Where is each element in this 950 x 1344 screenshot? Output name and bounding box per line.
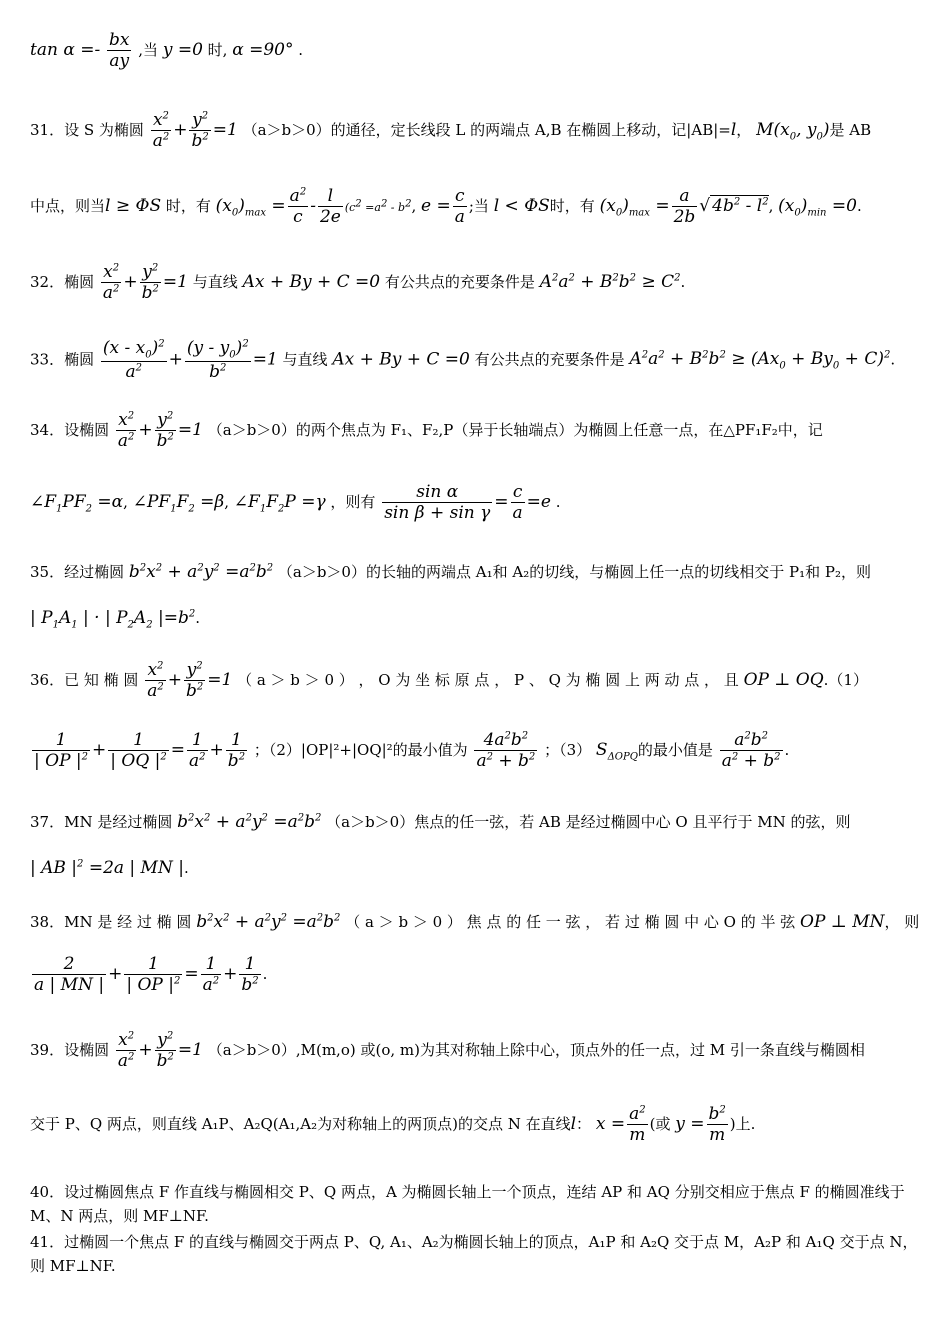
item-30: tan α =- $\frac{bx}{ay}$ ,当 y =0 时, α =90° .: [30, 30, 304, 72]
item-36-line-1: 36．已 知 椭 圆 $\frac{x^2}{a^2}$ + $\frac{y^2}{b^2}$ =1 （ a ＞ b ＞ 0 ） ， O 为 坐 标 原 点 ， P 、 Q 为 椭 圆 上 两 动 点 ， 且 OP ⊥ OQ.（1）: [30, 660, 868, 702]
item-35-line-1: 35．经过椭圆 $b^2x^2 + a^2y^2 =a^2b^2$ （a＞b＞0）的长轴的两端点 A₁和 A₂的切线，与椭圆上任一点的切线相交于 P₁和 P₂，则: [30, 562, 871, 582]
item-40: 40．设过椭圆焦点 F 作直线与椭圆相交 P、Q 两点，A 为椭圆长轴上一个顶点，连结 AP 和 AQ 分别交相应于焦点 F 的椭圆准线于 M、N 两点，则 MF⊥NF.: [30, 1183, 905, 1225]
item-34-line-2: $\angle F_1PF_2 =\alpha$, $\angle PF_1F_2 =\beta$, $\angle F_1F_2P =\gamma$ ，则有 $\frac{\text{sin α}}{\text{sin β + sin γ}}$ = $\frac{c}{a}$ =e .: [30, 482, 561, 524]
formula-tan-alpha: tan α =-: [30, 39, 101, 60]
item-37-line-2: | AB $|^2 =2a$ | MN |.: [30, 858, 189, 878]
item-39-line-1: 39．设椭圆 $\frac{x^2}{a^2}$ + $\frac{y^2}{b^2}$ =1 （a＞b＞0）,M(m,o) 或(o, m)为其对称轴上除中心，顶点外的任一点，过 M 引一条直线与椭圆相: [30, 1030, 865, 1072]
item-36-line-2: $\frac{1}{| OP |^2}$ + $\frac{1}{| OQ |^2}$ = $\frac{1}{a^2}$ + $\frac{1}{b^2}$ ；（2）|OP|²+|OQ|²的最小值为 $\frac{4a^2b^2}{a^2 + b^2}$ ；（3） $S_{\Delta OPQ}$的最小值是 $\frac{a^2b^2}{a^2 + b^2}$ .: [34, 730, 790, 772]
item-38-line-1: 38．MN 是 经 过 椭 圆 $b^2x^2 + a^2y^2 =a^2b^2$ （ a ＞ b ＞ 0 ） 焦 点 的 任 一 弦 ， 若 过 椭 圆 中 心 O 的 半 弦 OP ⊥ MN， 则: [30, 912, 920, 932]
fraction-y2-b2: $\frac{y^2}{b^2}$: [191, 110, 209, 152]
item-35-line-2: | $P_1A_1$ | · | $P_2A_2$ $|=b^2$.: [30, 608, 200, 631]
fraction-bx-ay: $\frac{bx}{ay}$: [108, 30, 130, 72]
item-37-line-1: 37．MN 是经过椭圆 $b^2x^2 + a^2y^2 =a^2b^2$ （a＞b＞0）焦点的任一弦，若 AB 是经过椭圆中心 O 且平行于 MN 的弦，则: [30, 812, 851, 832]
item-31-line-2: 中点，则当l ≥ ΦS 时，有 $(x_0)_{max}$ = $\frac{a^2}{c}$ - $\frac{l}{2e}$ ($c^2 =a^2 - b^2$, e = $\frac{c}{a}$ ;当 l < ΦS时，有 $(x_0)_{max}$ = $\frac{a}{2b}$ √ $4b^2 - l^2$, $(x_0)_{min} =0$.: [30, 186, 862, 228]
fraction-x2-a2: $\frac{x^2}{a^2}$: [152, 110, 170, 152]
item-39-line-2: 交于 P、Q 两点，则直线 A₁P、A₂Q(A₁,A₂为对称轴上的两顶点)的交点 N 在直线l： x = $\frac{a^2}{m}$ (或 y = $\frac{b^2}{m}$ )上.: [30, 1104, 756, 1146]
item-32: 32．椭圆 $\frac{x^2}{a^2}$ + $\frac{y^2}{b^2}$ =1 与直线 Ax + By + C =0 有公共点的充要条件是 $A^2a^2 + B^2b^2 \ge C^2$.: [30, 262, 686, 304]
item-41: 41．过椭圆一个焦点 F 的直线与椭圆交于两点 P、Q, A₁、A₂为椭圆长轴上的顶点，A₁P 和 A₂Q 交于点 M，A₂P 和 A₁Q 交于点 N，则 MF⊥NF.: [30, 1233, 918, 1275]
item-34-line-1: 34．设椭圆 $\frac{x^2}{a^2}$ + $\frac{y^2}{b^2}$ =1 （a＞b＞0）的两个焦点为 F₁、F₂,P（异于长轴端点）为椭圆上任意一点，在△PF₁F₂中，记: [30, 410, 823, 452]
item-38-line-2: $\frac{2}{a | MN |}$ + $\frac{1}{| OP |^2}$ = $\frac{1}{a^2}$ + $\frac{1}{b^2}$ .: [34, 954, 268, 996]
item-31-line-1: 31．设 S 为椭圆 $\frac{x^2}{a^2}$ + $\frac{y^2}{b^2}$ =1 （a＞b＞0）的通径，定长线段 L 的两端点 A,B 在椭圆上移动，记|AB|=l， $M(x_0$, $y_0$)是 AB: [30, 110, 872, 152]
item-33: 33．椭圆 $\frac{(x - x_0)^2}{a^2}$ + $\frac{(y - y_0)^2}{b^2}$ =1 与直线 Ax + By + C =0 有公共点的充要条件是 $A^2a^2 + B^2b^2 \ge (Ax_0 + By_0 + C)^2$.: [30, 338, 896, 383]
